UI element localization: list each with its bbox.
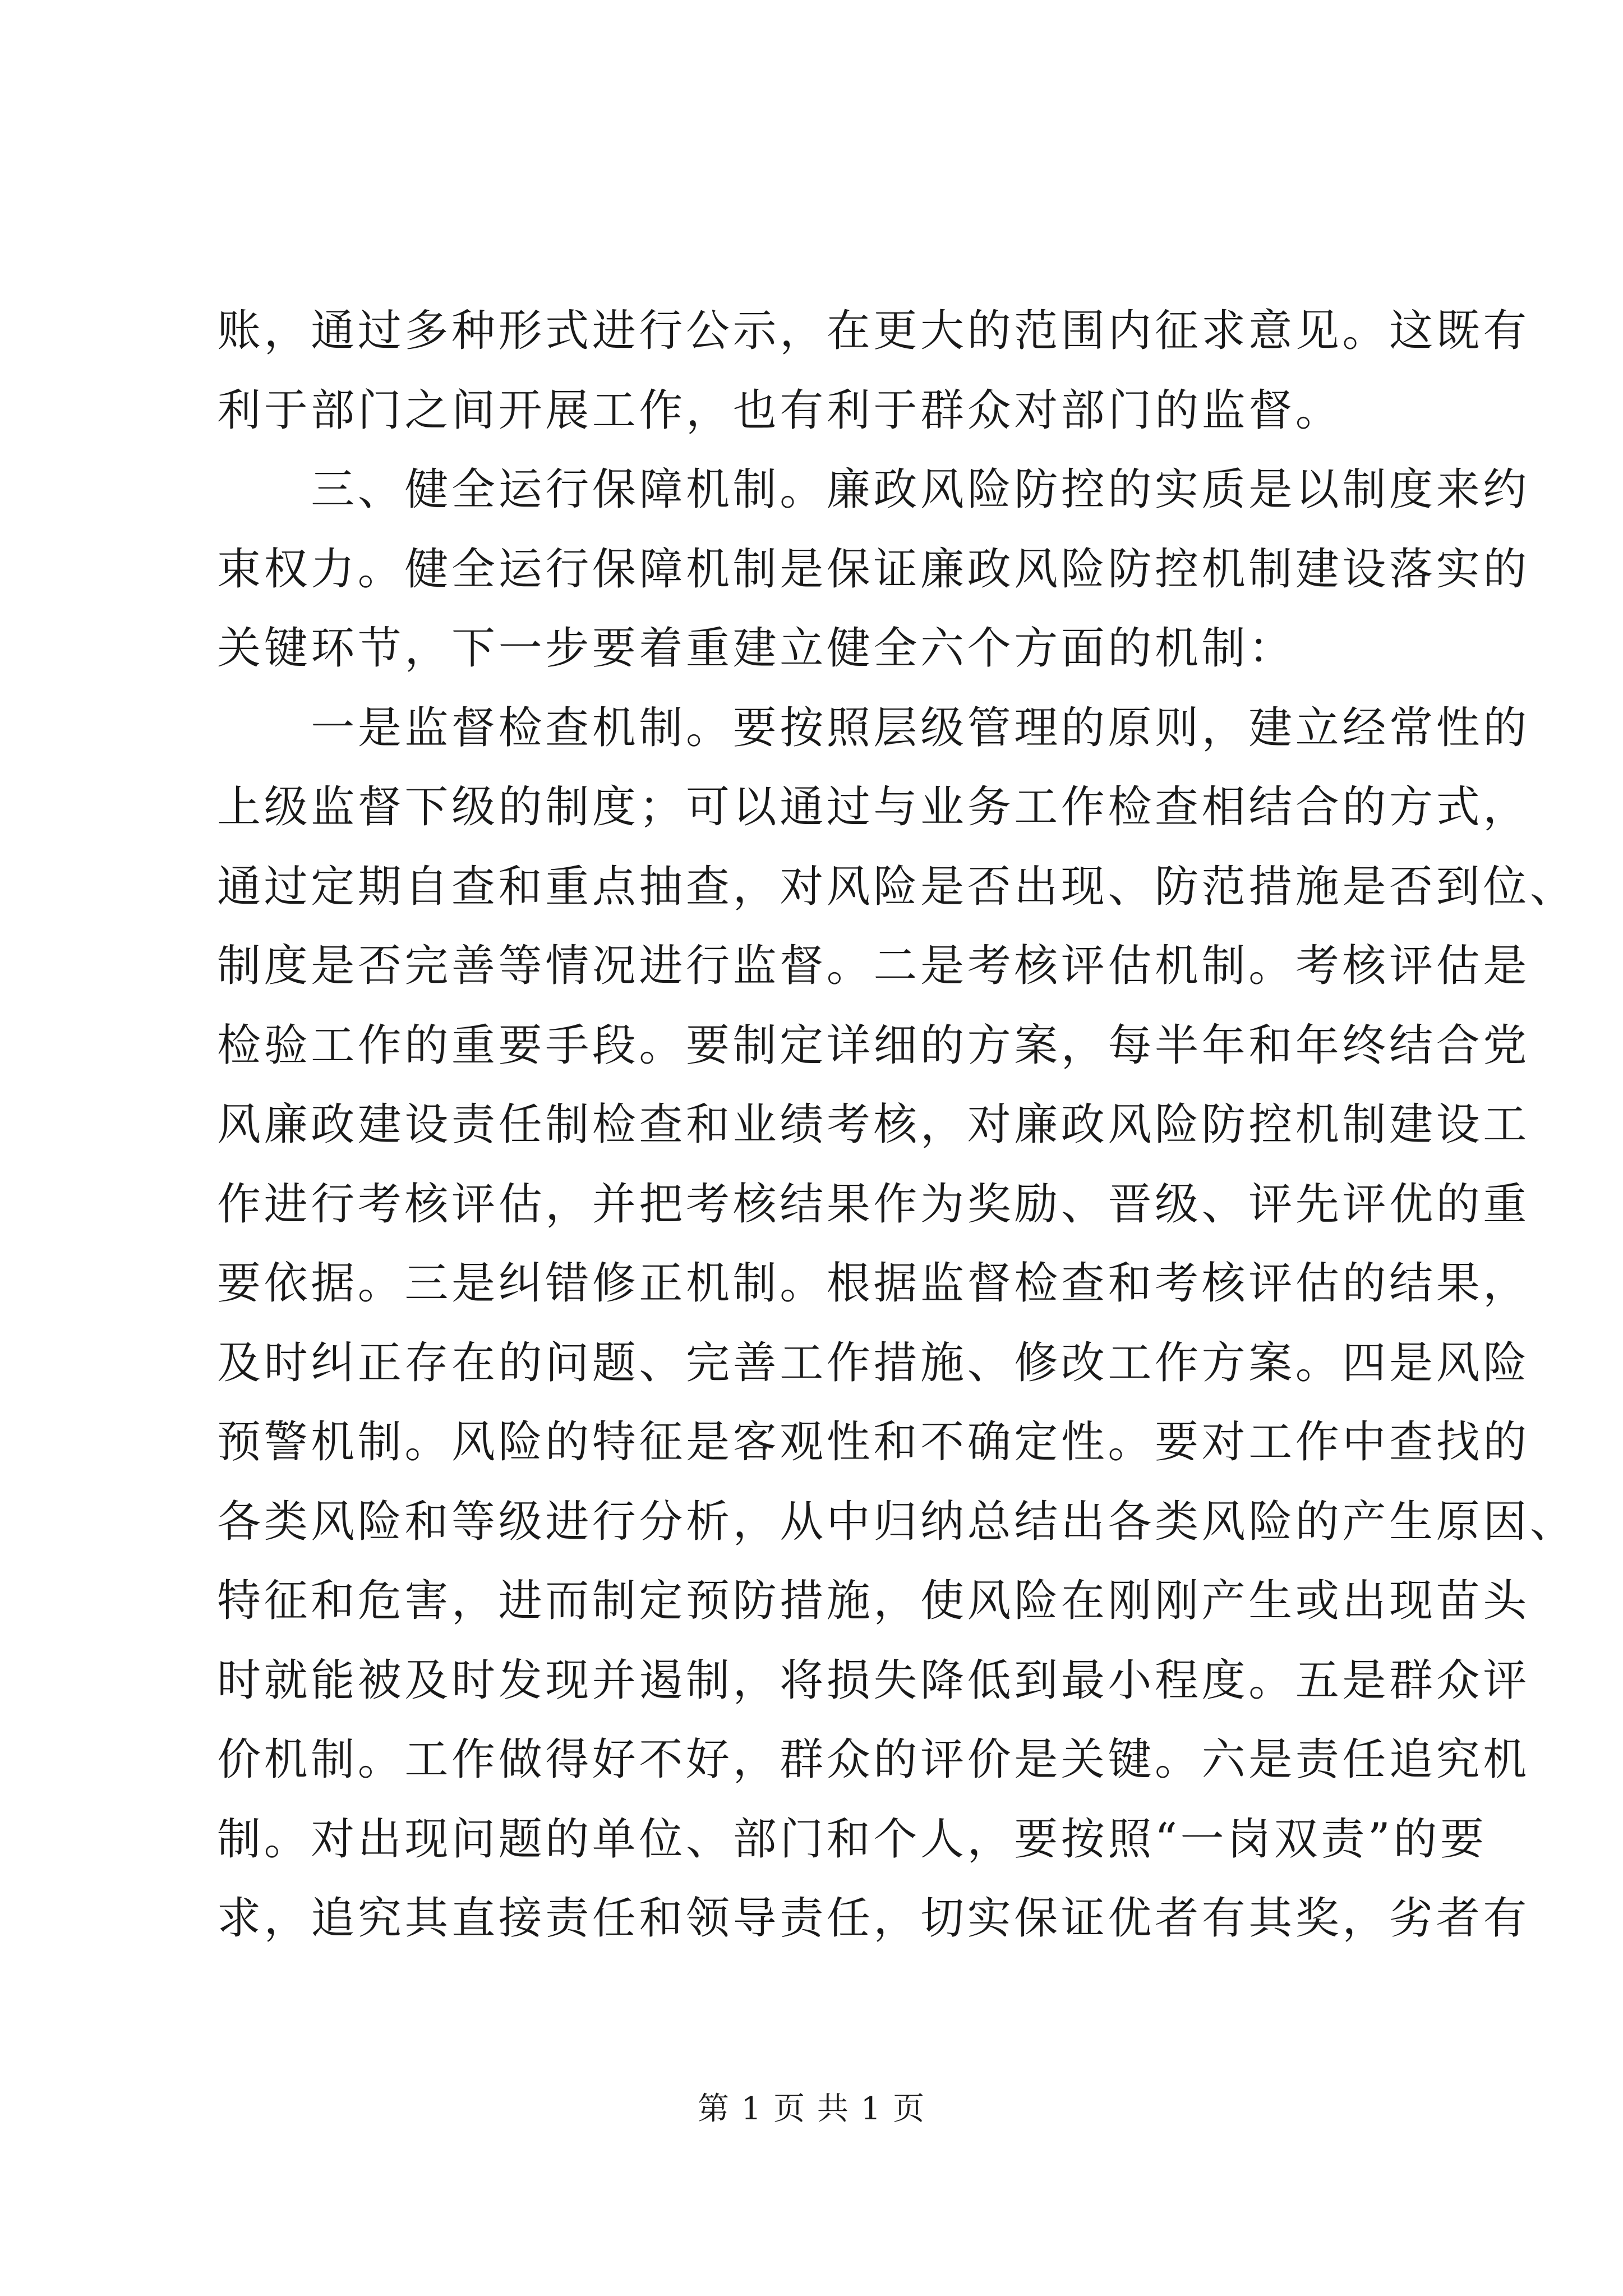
text-line: 上级监督下级的制度；可以通过与业务工作检查相结合的方式， [217,782,1530,832]
text-line: 检验工作的重要手段。要制定详细的方案，每半年和年终结合党 [217,1020,1530,1071]
text-line: 通过定期自查和重点抽查，对风险是否出现、防范措施是否到位、 [217,861,1577,912]
text-line: 及时纠正存在的问题、完善工作措施、修改工作方案。四是风险 [217,1337,1530,1388]
text-line: 特征和危害，进而制定预防措施，使风险在刚刚产生或出现苗头 [217,1576,1530,1626]
body-text [217,292,1577,1959]
text-line: 各类风险和等级进行分析，从中归纳总结出各类风险的产生原因、 [217,1496,1577,1547]
text-line: 关键环节，下一步要着重建立健全六个方面的机制： [217,623,1295,674]
text-line: 要依据。三是纠错修正机制。根据监督检查和考核评估的结果， [217,1258,1530,1309]
text-line: 预警机制。风险的特征是客观性和不确定性。要对工作中查找的 [217,1417,1530,1467]
text-line: 三、健全运行保障机制。廉政风险防控的实质是以制度来约 [217,464,1530,515]
text-line: 制度是否完善等情况进行监督。二是考核评估机制。考核评估是 [217,941,1530,991]
text-line: 制。对出现问题的单位、部门和个人，要按照“一岗双责”的要 [217,1814,1487,1865]
text-line: 时就能被及时发现并遏制，将损失降低到最小程度。五是群众评 [217,1655,1530,1706]
text-line: 风廉政建设责任制检查和业绩考核，对廉政风险防控机制建设工 [217,1099,1530,1150]
text-line: 账，通过多种形式进行公示，在更大的范围内征求意见。这既有 [217,306,1530,356]
text-line: 束权力。健全运行保障机制是保证廉政风险防控机制建设落实的 [217,544,1530,595]
page-number-footer: 第 1 页 共 1 页 [697,2091,926,2127]
text-line: 价机制。工作做得好不好，群众的评价是关键。六是责任追究机 [217,1734,1530,1785]
text-line: 作进行考核评估，并把考核结果作为奖励、晋级、评先评优的重 [217,1179,1530,1230]
text-line: 求，追究其直接责任和领导责任，切实保证优者有其奖，劣者有 [217,1893,1530,1944]
text-line: 利于部门之间开展工作，也有利于群众对部门的监督。 [217,385,1343,436]
text-line: 一是监督检查机制。要按照层级管理的原则，建立经常性的 [217,702,1530,753]
